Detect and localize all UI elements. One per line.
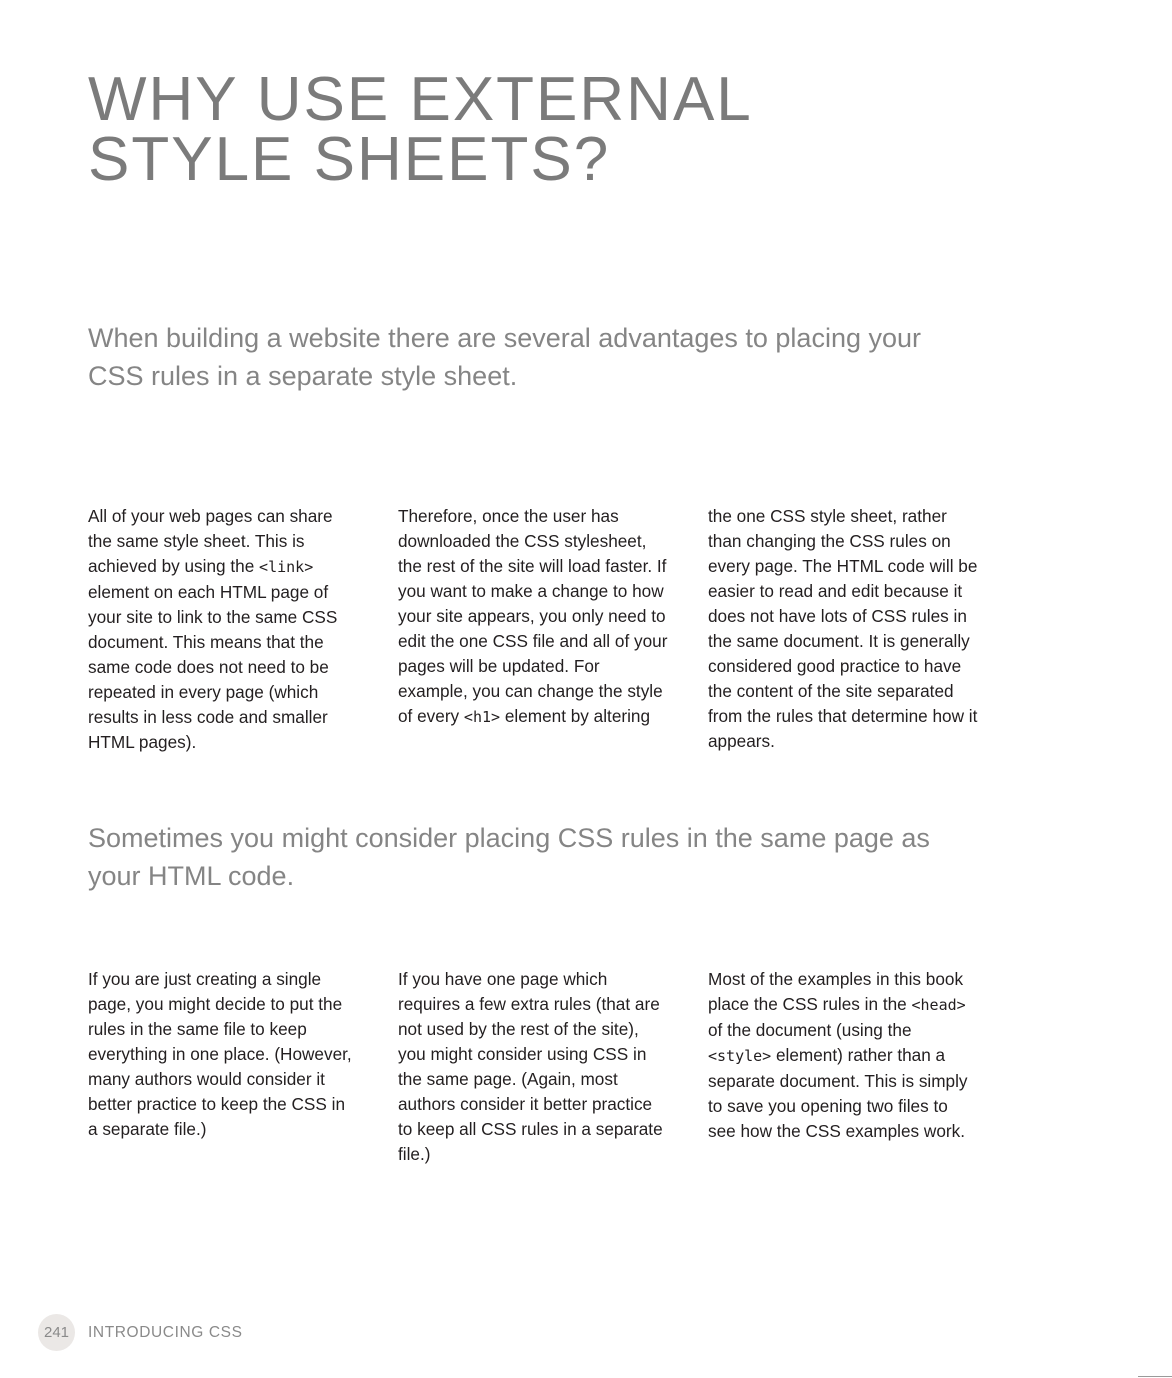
link-element-code: <link>	[259, 558, 314, 576]
section-1-column-2	[398, 504, 668, 755]
section-1-column-1	[88, 504, 358, 755]
section-1-column-3	[708, 504, 978, 755]
page-footer	[38, 1314, 243, 1351]
page-title	[88, 65, 753, 194]
section-2-column-2	[398, 967, 668, 1167]
page-number: 241	[43, 1324, 70, 1341]
section-2-column-2-text: If you have one page which requires a few extra rules (that are not used by the rest of the site), you might consider using CSS in the same page. (Again, most authors consider it better practice to keep all CSS rules in a separate file.)	[398, 969, 663, 1164]
section-1-column-1-text: All of your web pages can share the same style sheet. This is achieved by using the <link> element on each HTML page of your site to link to the same CSS document. This means that the same code does not need to be repeated in every page (which results in less code and smaller HTML pages).	[88, 506, 338, 752]
section-2-column-3	[708, 967, 978, 1167]
style-element-code: <style>	[708, 1047, 772, 1065]
section-2-intro: Sometimes you might consider placing CSS rules in the same page as your HTML code.	[88, 823, 930, 891]
corner-divider	[1138, 1376, 1172, 1377]
h1-element-code: <h1>	[463, 708, 501, 726]
section-2-columns	[88, 967, 978, 1167]
section-1-intro: When building a website there are several advantages to placing your CSS rules in a separate style sheet.	[88, 323, 922, 391]
chapter-name: INTRODUCING CSS	[88, 1323, 243, 1341]
section-1-column-3-text: the one CSS style sheet, rather than changing the CSS rules on every page. The HTML code will be easier to read and edit because it does not have lots of CSS rules in the same document. It is generally considered good practice to have the content of the site separated from the rules that determine how it appears.	[708, 506, 978, 751]
section-1-column-2-text: Therefore, once the user has downloaded the CSS stylesheet, the rest of the site will load faster. If you want to make a change to how your site appears, you only need to edit the one CSS file and all of your pages will be updated. For example, you can change the style of every <h1> element by altering	[398, 506, 668, 726]
section-1-columns	[88, 504, 978, 755]
page-number-badge	[38, 1314, 75, 1351]
head-element-code: <head>	[911, 996, 966, 1014]
section-2-column-1-text: If you are just creating a single page, you might decide to put the rules in the same file to keep everything in one place. (However, many authors would consider it better practice to keep the CSS in a separate file.)	[88, 969, 352, 1139]
section-2-column-3-text: Most of the examples in this book place the CSS rules in the <head> of the document (using the <style> element) rather than a separate document. This is simply to save you opening two files to see how the CSS examples work.	[708, 969, 968, 1141]
page-title-line-1: WHY USE EXTERNAL	[88, 65, 753, 134]
section-2-column-1	[88, 967, 358, 1167]
page-title-line-2: STYLE SHEETS?	[88, 125, 611, 194]
